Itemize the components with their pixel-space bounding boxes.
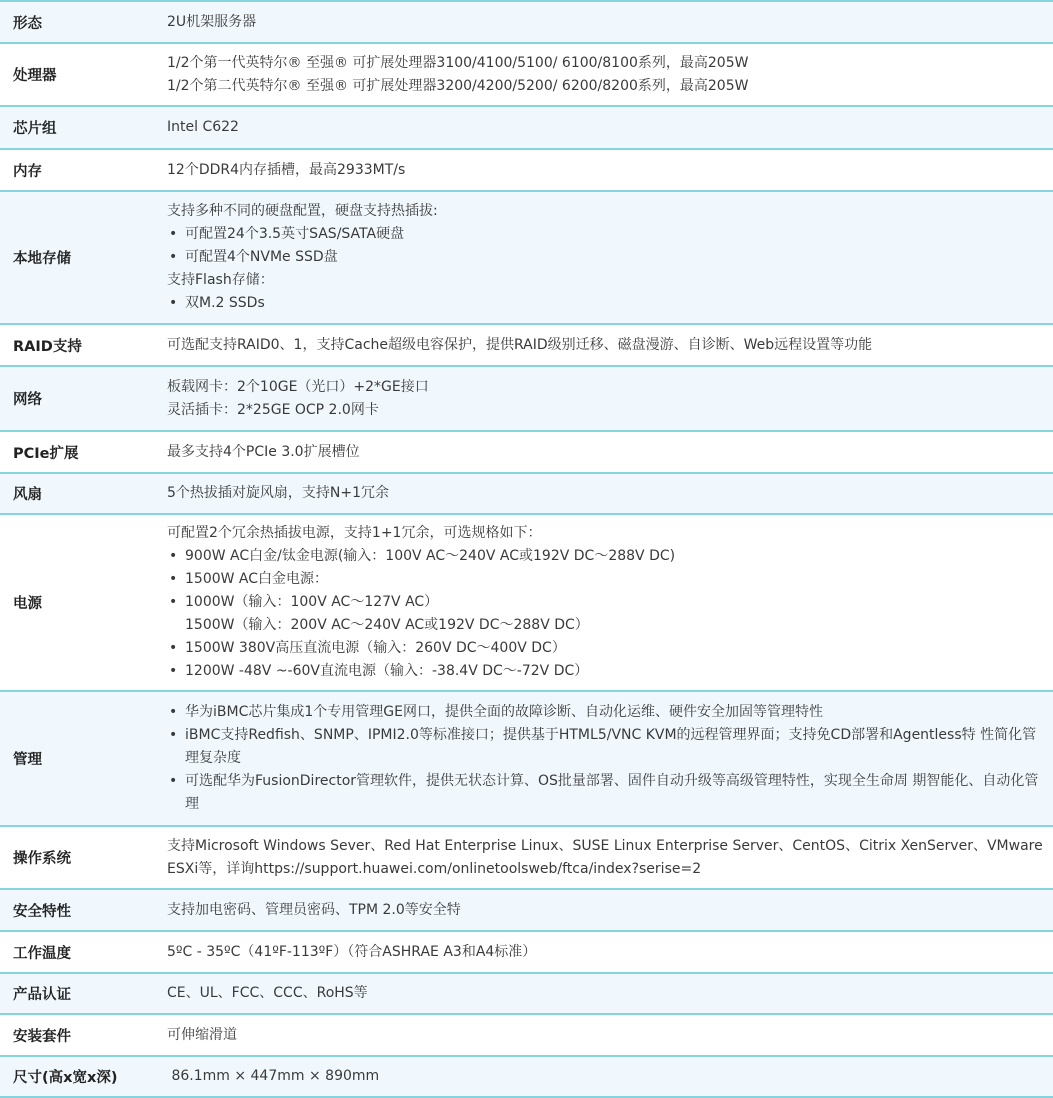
spec-row-certification [0, 973, 1053, 1014]
spec-key: 形态 [13, 15, 42, 32]
value-line: 支持多种不同的硬盘配置，硬盘支持热插拔: [167, 203, 438, 219]
spec-key: RAID支持 [13, 338, 82, 355]
value-line: 1/2个第二代英特尔® 至强® 可扩展处理器3200/4200/5200/ 6200/8200系列，最高205W [167, 77, 749, 94]
spec-value [143, 1, 1053, 43]
value-line: 86.1mm × 447mm × 890mm [167, 1068, 380, 1084]
spec-row-memory [0, 149, 1053, 191]
spec-row-pcie [0, 431, 1053, 473]
spec-row-temperature [0, 931, 1053, 973]
spec-value [143, 43, 1053, 106]
spec-value [143, 889, 1053, 931]
spec-row-fans [0, 473, 1053, 514]
value-line: 可选配支持RAID0、1，支持Cache超级电容保护，提供RAID级别迁移、磁盘漫游、自诊断、Web远程设置等功能 [167, 336, 873, 353]
spec-row-dimensions [0, 1056, 1053, 1097]
spec-row-security [0, 889, 1053, 931]
spec-value [143, 973, 1053, 1014]
spec-key: 工作温度 [13, 945, 71, 962]
spec-value [143, 1056, 1053, 1097]
spec-key: 处理器 [13, 68, 57, 84]
value-line: 支持Microsoft Windows Sever、Red Hat Enterprise Linux、SUSE Linux Enterprise Server、CentOS、Citrix XenServer、VMware ESXi等，详询https://support.huawei.com/onlinetoolsweb/ftca/index?serise=2 [167, 837, 1043, 877]
value-line: 支持Flash存储： [167, 272, 274, 288]
bullet-item: • 可配置4个NVMe SSD盘 [167, 246, 1043, 269]
bullet-item: • 可选配华为FusionDirector管理软件，提供无状态计算、OS批量部署、固件自动升级等高级管理特性，实现全生命周 期智能化、自动化管理 [167, 770, 1043, 816]
spec-key: 安装套件 [13, 1028, 71, 1045]
value-line: 12个DDR4内存插槽，最高2933MT/s [167, 161, 406, 178]
spec-row-network [0, 366, 1053, 431]
spec-value [143, 473, 1053, 514]
value-line: 1500W（输入：200V AC～240V AC或192V DC～288V DC） [185, 617, 589, 633]
bullet-item: • 1000W（输入：100V AC～127V AC） [167, 591, 1043, 614]
bullet-item: • 华为iBMC芯片集成1个专用管理GE网口，提供全面的故障诊断、自动化运维、硬件安全加固等管理特性 [167, 701, 1043, 724]
spec-key: 产品认证 [13, 987, 71, 1003]
spec-row-power [0, 514, 1053, 691]
value-line: 2U机架服务器 [167, 13, 257, 30]
value-line: 板载网卡：2个10GE（光口）+2*GE接口 [167, 378, 429, 395]
spec-value [143, 931, 1053, 973]
spec-value [143, 324, 1053, 366]
spec-value [143, 149, 1053, 191]
spec-key: 安全特性 [13, 903, 71, 920]
spec-value [143, 1014, 1053, 1056]
bullet-item: • 1200W -48V ~-60V直流电源（输入：-38.4V DC～-72V DC） [167, 660, 1043, 683]
spec-row-local-storage [0, 191, 1053, 324]
bullet-item: • 可配置24个3.5英寸SAS/SATA硬盘 [167, 223, 1043, 246]
spec-key: 操作系统 [13, 851, 71, 867]
value-line: 最多支持4个PCIe 3.0扩展槽位 [167, 443, 360, 460]
value-line: 可配置2个冗余热插拔电源，支持1+1冗余，可选规格如下： [167, 525, 542, 541]
value-line: 可伸缩滑道 [167, 1026, 237, 1043]
value-line: 灵活插卡：2*25GE OCP 2.0网卡 [167, 401, 379, 418]
spec-row-processor [0, 43, 1053, 106]
bullet-item: • 900W AC白金/钛金电源(输入：100V AC～240V AC或192V DC～288V DC) [167, 545, 1043, 568]
spec-row-chipset [0, 106, 1053, 149]
spec-value [143, 191, 1053, 324]
spec-key: 管理 [13, 752, 42, 768]
value-line: Intel C622 [167, 119, 239, 135]
bullet-item: • 双M.2 SSDs [167, 292, 1043, 315]
spec-value [143, 514, 1053, 691]
spec-row-os [0, 826, 1053, 889]
spec-row-form-factor [0, 1, 1053, 43]
spec-key: 尺寸(高x宽x深) [13, 1070, 118, 1086]
value-line: CE、UL、FCC、CCC、RoHS等 [167, 985, 368, 1001]
bullet-item: • 1500W AC白金电源： [167, 568, 1043, 591]
spec-key: 网络 [13, 392, 42, 408]
value-line: 5个热拔插对旋风扇，支持N+1冗余 [167, 485, 390, 501]
spec-key: 内存 [13, 163, 42, 180]
spec-value [143, 431, 1053, 473]
bullet-item: • iBMC支持Redfish、SNMP、IPMI2.0等标准接口；提供基于HTML5/VNC KVM的远程管理界面；支持免CD部署和Agentless特 性简化管理复杂度 [167, 724, 1043, 770]
spec-key: 芯片组 [13, 121, 57, 137]
spec-key: PCIe扩展 [13, 445, 79, 462]
spec-value [143, 826, 1053, 889]
spec-key: 电源 [13, 596, 42, 612]
spec-row-management [0, 691, 1053, 826]
spec-value [143, 366, 1053, 431]
value-line: 1/2个第一代英特尔® 至强® 可扩展处理器3100/4100/5100/ 6100/8100系列，最高205W [167, 54, 749, 71]
bullet-item: • 1500W 380V高压直流电源（输入：260V DC～400V DC） [167, 637, 1043, 660]
spec-row-mounting-kit [0, 1014, 1053, 1056]
spec-value [143, 691, 1053, 826]
value-line: 5ºC - 35ºC（41ºF-113ºF）（符合ASHRAE A3和A4标准） [167, 943, 537, 960]
spec-key: 本地存储 [13, 251, 71, 267]
value-line: 支持加电密码、管理员密码、TPM 2.0等安全特 [167, 901, 461, 918]
spec-row-raid [0, 324, 1053, 366]
spec-key: 风扇 [13, 487, 42, 503]
spec-value [143, 106, 1053, 149]
